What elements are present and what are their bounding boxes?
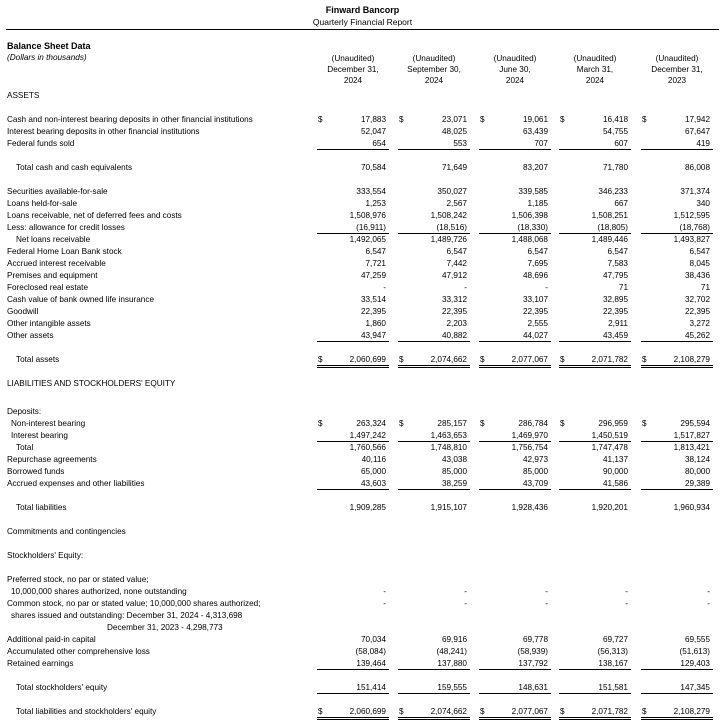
cell-value: 16,418: [602, 115, 628, 124]
cell-value: 2,071,782: [559, 706, 631, 720]
table-row: [0, 682, 725, 693]
cell-value: 67,647: [684, 127, 710, 136]
cell-value: 137,880: [398, 658, 470, 670]
cell-value: 42,973: [522, 455, 548, 464]
cell-value: 3,272: [689, 319, 710, 328]
cell-value: 22,395: [441, 307, 467, 316]
cell-value: 2,074,662: [398, 354, 470, 368]
row-label: Cash and non-interest bearing deposits in other financial institutions: [7, 115, 253, 124]
row-label: Loans receivable, net of deferred fees and costs: [7, 211, 182, 220]
cell-value: 2,108,279: [641, 354, 713, 368]
cell-value: 1,960,934: [673, 503, 710, 512]
cell-value: 23,071: [441, 115, 467, 124]
currency-symbol: $: [642, 707, 647, 716]
table-row: [0, 586, 725, 597]
cell-value: 1,450,519: [559, 430, 631, 442]
table-row: [0, 658, 725, 669]
currency-symbol: $: [480, 419, 485, 428]
cell-value: 350,027: [437, 187, 467, 196]
cell-value: 43,603: [317, 478, 389, 490]
table-row: [0, 258, 725, 269]
column-year: 2024: [343, 76, 363, 85]
cell-value: -: [464, 283, 467, 292]
cell-value: 147,345: [641, 682, 713, 694]
column-date: December 31,: [327, 65, 379, 74]
cell-value: 41,137: [602, 455, 628, 464]
column-year: 2024: [585, 76, 605, 85]
units-note: (Dollars in thousands): [7, 53, 87, 62]
cell-value: 32,702: [684, 295, 710, 304]
row-label: Interest bearing: [11, 431, 68, 440]
currency-symbol: $: [399, 419, 404, 428]
table-row: [0, 354, 725, 365]
cell-value: 1,512,595: [673, 211, 710, 220]
cell-value: 69,916: [441, 635, 467, 644]
cell-value: 1,748,810: [430, 443, 467, 452]
row-label: Accumulated other comprehensive loss: [7, 647, 150, 656]
cell-value: 6,547: [365, 247, 386, 256]
column-status: (Unaudited): [331, 54, 375, 63]
cell-value: 71,649: [441, 163, 467, 172]
table-row: [0, 574, 725, 585]
cell-value: (18,516): [398, 222, 470, 234]
table-row: [0, 198, 725, 209]
cell-value: 7,721: [365, 259, 386, 268]
cell-value: 83,207: [522, 163, 548, 172]
currency-symbol: $: [318, 707, 323, 716]
cell-value: 90,000: [602, 467, 628, 476]
cell-value: -: [383, 587, 386, 596]
cell-value: -: [625, 599, 628, 608]
column-status: (Unaudited): [412, 54, 456, 63]
row-label: Commitments and contingencies: [7, 527, 126, 536]
cell-value: 8,045: [689, 259, 710, 268]
cell-value: 2,077,067: [479, 354, 551, 368]
currency-symbol: $: [642, 115, 647, 124]
cell-value: 1,517,827: [641, 430, 713, 442]
cell-value: 41,586: [559, 478, 631, 490]
cell-value: 1,492,065: [349, 235, 386, 244]
table-row: [0, 234, 725, 245]
cell-value: 22,395: [684, 307, 710, 316]
cell-value: 44,027: [479, 330, 551, 342]
column-status: (Unaudited): [493, 54, 537, 63]
cell-value: 71,780: [602, 163, 628, 172]
currency-symbol: $: [399, 707, 404, 716]
cell-value: (56,313): [597, 647, 628, 656]
cell-value: 285,157: [437, 419, 467, 428]
cell-value: 1,860: [365, 319, 386, 328]
cell-value: 33,107: [522, 295, 548, 304]
row-label: Securities available-for-sale: [7, 187, 108, 196]
currency-symbol: $: [480, 707, 485, 716]
company-name: Finward Bancorp: [325, 5, 400, 15]
cell-value: -: [545, 599, 548, 608]
cell-value: 80,000: [684, 467, 710, 476]
cell-value: 43,947: [317, 330, 389, 342]
cell-value: (16,911): [317, 222, 389, 234]
row-label: Interest bearing deposits in other financial institutions: [7, 127, 200, 136]
cell-value: 71: [618, 283, 628, 292]
table-row: [0, 138, 725, 149]
table-row: [0, 270, 725, 281]
currency-symbol: $: [399, 115, 404, 124]
cell-value: 148,631: [479, 682, 551, 694]
row-label: Total assets: [16, 355, 60, 364]
cell-value: 296,959: [598, 419, 628, 428]
cell-value: 43,709: [479, 478, 551, 490]
cell-value: 65,000: [360, 467, 386, 476]
column-header-3: [479, 53, 551, 86]
table-row: [0, 318, 725, 329]
table-row: [0, 610, 725, 621]
row-label: Total cash and cash equivalents: [16, 163, 133, 172]
table-row: [0, 210, 725, 221]
cell-value: -: [464, 599, 467, 608]
cell-value: 1,909,285: [349, 503, 386, 512]
cell-value: 553: [398, 138, 470, 150]
cell-value: 7,442: [446, 259, 467, 268]
cell-value: 1,756,754: [511, 443, 548, 452]
column-year: 2023: [667, 76, 687, 85]
cell-value: 17,942: [684, 115, 710, 124]
row-label: December 31, 2023 - 4,298,773: [107, 623, 223, 632]
table-row: [0, 186, 725, 197]
table-row: [0, 442, 725, 453]
cell-value: 607: [559, 138, 631, 150]
table-row: [0, 454, 725, 465]
column-date: March 31,: [576, 65, 614, 74]
row-label: Repurchase agreements: [7, 455, 97, 464]
table-row: [0, 90, 725, 101]
row-label: Less: allowance for credit losses: [7, 223, 125, 232]
cell-value: 1,488,068: [511, 235, 548, 244]
cell-value: 139,464: [317, 658, 389, 670]
cell-value: 70,584: [360, 163, 386, 172]
cell-value: 151,581: [559, 682, 631, 694]
table-row: [0, 222, 725, 233]
cell-value: 17,883: [360, 115, 386, 124]
cell-value: 47,795: [602, 271, 628, 280]
table-row: [0, 430, 725, 441]
column-header-1: [317, 53, 389, 86]
column-date: September 30,: [407, 65, 461, 74]
currency-symbol: $: [560, 707, 565, 716]
cell-value: 2,555: [527, 319, 548, 328]
cell-value: 69,555: [684, 635, 710, 644]
row-label: Total liabilities: [16, 503, 67, 512]
table-row: [0, 306, 725, 317]
cell-value: 6,547: [607, 247, 628, 256]
table-row: [0, 330, 725, 341]
cell-value: 1,493,827: [673, 235, 710, 244]
row-label: Federal Home Loan Bank stock: [7, 247, 122, 256]
cell-value: -: [625, 587, 628, 596]
currency-symbol: $: [318, 355, 323, 364]
cell-value: 654: [317, 138, 389, 150]
cell-value: 2,060,699: [317, 354, 389, 368]
row-label: shares issued and outstanding: December 31, 2024 - 4,313,698: [11, 611, 243, 620]
cell-value: 286,784: [518, 419, 548, 428]
row-label: Borrowed funds: [7, 467, 65, 476]
row-label: Stockholders' Equity:: [7, 551, 84, 560]
cell-value: 263,324: [356, 419, 386, 428]
cell-value: 2,567: [446, 199, 467, 208]
cell-value: -: [545, 587, 548, 596]
cell-value: 69,778: [522, 635, 548, 644]
cell-value: 1,463,653: [398, 430, 470, 442]
cell-value: 6,547: [446, 247, 467, 256]
cell-value: 48,025: [441, 127, 467, 136]
cell-value: 2,203: [446, 319, 467, 328]
column-year: 2024: [505, 76, 525, 85]
table-row: [0, 622, 725, 633]
cell-value: 1,489,726: [430, 235, 467, 244]
cell-value: (48,241): [436, 647, 467, 656]
cell-value: 667: [614, 199, 628, 208]
table-row: [0, 502, 725, 513]
cell-value: (18,330): [479, 222, 551, 234]
cell-value: 371,374: [680, 187, 710, 196]
cell-value: 22,395: [602, 307, 628, 316]
row-label: Total stockholders' equity: [16, 683, 108, 692]
cell-value: -: [545, 283, 548, 292]
cell-value: 86,008: [684, 163, 710, 172]
cell-value: 295,594: [680, 419, 710, 428]
header-divider: [6, 29, 719, 30]
cell-value: 70,034: [360, 635, 386, 644]
cell-value: 2,071,782: [559, 354, 631, 368]
cell-value: 419: [641, 138, 713, 150]
currency-symbol: $: [560, 355, 565, 364]
cell-value: (58,939): [517, 647, 548, 656]
currency-symbol: $: [642, 419, 647, 428]
table-row: [0, 598, 725, 609]
table-row: [0, 406, 725, 417]
row-label: Other assets: [7, 331, 54, 340]
cell-value: 6,547: [689, 247, 710, 256]
cell-value: (18,768): [641, 222, 713, 234]
cell-value: 29,389: [641, 478, 713, 490]
cell-value: 1,506,398: [511, 211, 548, 220]
column-status: (Unaudited): [655, 54, 699, 63]
cell-value: 63,439: [522, 127, 548, 136]
row-label: Cash value of bank owned life insurance: [7, 295, 155, 304]
cell-value: 71: [700, 283, 710, 292]
report-title: Quarterly Financial Report: [312, 17, 413, 27]
row-label: Deposits:: [7, 407, 42, 416]
cell-value: 1,508,976: [349, 211, 386, 220]
cell-value: (58,084): [355, 647, 386, 656]
row-label: Common stock, no par or stated value; 10,000,000 shares authorized;: [7, 599, 261, 608]
column-date: December 31,: [651, 65, 703, 74]
row-label: Non-interest bearing: [11, 419, 86, 428]
column-date: June 30,: [499, 65, 531, 74]
table-row: [0, 378, 725, 389]
cell-value: 40,882: [398, 330, 470, 342]
cell-value: 138,167: [559, 658, 631, 670]
currency-symbol: $: [480, 355, 485, 364]
row-label: Retained earnings: [7, 659, 74, 668]
cell-value: (51,613): [679, 647, 710, 656]
cell-value: 1,915,107: [430, 503, 467, 512]
column-header-5: [641, 53, 713, 86]
row-label: Accrued expenses and other liabilities: [7, 479, 145, 488]
cell-value: 333,554: [356, 187, 386, 196]
cell-value: 33,514: [360, 295, 386, 304]
cell-value: 1,489,446: [591, 235, 628, 244]
column-status: (Unaudited): [573, 54, 617, 63]
cell-value: 7,583: [607, 259, 628, 268]
cell-value: 339,585: [518, 187, 548, 196]
cell-value: 32,895: [602, 295, 628, 304]
table-row: [0, 114, 725, 125]
row-label: Total: [16, 443, 34, 452]
cell-value: 48,696: [522, 271, 548, 280]
currency-symbol: $: [642, 355, 647, 364]
section-title: Balance Sheet Data: [7, 41, 91, 51]
cell-value: 1,508,242: [430, 211, 467, 220]
cell-value: 707: [479, 138, 551, 150]
table-row: [0, 246, 725, 257]
row-label: Federal funds sold: [7, 139, 75, 148]
column-header-4: [559, 53, 631, 86]
cell-value: 22,395: [360, 307, 386, 316]
cell-value: -: [464, 587, 467, 596]
column-header-2: [398, 53, 470, 86]
cell-value: 33,312: [441, 295, 467, 304]
table-row: [0, 526, 725, 537]
cell-value: 1,813,421: [673, 443, 710, 452]
cell-value: 1,747,478: [591, 443, 628, 452]
row-label: Other intangible assets: [7, 319, 91, 328]
table-row: [0, 282, 725, 293]
cell-value: 6,547: [527, 247, 548, 256]
cell-value: 52,047: [360, 127, 386, 136]
cell-value: 2,911: [608, 319, 628, 328]
cell-value: 2,108,279: [641, 706, 713, 720]
cell-value: 43,038: [441, 455, 467, 464]
cell-value: 22,395: [522, 307, 548, 316]
cell-value: 1,497,242: [317, 430, 389, 442]
row-label: Foreclosed real estate: [7, 283, 89, 292]
cell-value: 38,436: [684, 271, 710, 280]
row-label: 10,000,000 shares authorized, none outstanding: [11, 587, 187, 596]
row-label: Total liabilities and stockholders' equity: [16, 707, 157, 716]
currency-symbol: $: [560, 419, 565, 428]
row-label: Goodwill: [7, 307, 39, 316]
cell-value: 159,555: [398, 682, 470, 694]
cell-value: 1,508,251: [591, 211, 628, 220]
currency-symbol: $: [318, 115, 323, 124]
cell-value: 1,253: [365, 199, 386, 208]
cell-value: 45,262: [641, 330, 713, 342]
cell-value: 85,000: [441, 467, 467, 476]
cell-value: 7,695: [527, 259, 548, 268]
table-row: [0, 646, 725, 657]
row-label: Additional paid-in capital: [7, 635, 96, 644]
table-row: [0, 706, 725, 717]
cell-value: 38,124: [684, 455, 710, 464]
cell-value: 2,077,067: [479, 706, 551, 720]
cell-value: 47,259: [360, 271, 386, 280]
table-row: [0, 466, 725, 477]
cell-value: -: [707, 587, 710, 596]
cell-value: 340: [696, 199, 710, 208]
currency-symbol: $: [318, 419, 323, 428]
cell-value: 19,061: [522, 115, 548, 124]
table-row: [0, 550, 725, 561]
table-row: [0, 126, 725, 137]
row-label: ASSETS: [7, 91, 40, 100]
cell-value: 1,920,201: [591, 503, 628, 512]
currency-symbol: $: [560, 115, 565, 124]
cell-value: 43,459: [559, 330, 631, 342]
cell-value: 54,755: [602, 127, 628, 136]
cell-value: -: [383, 599, 386, 608]
row-label: Loans held-for-sale: [7, 199, 78, 208]
row-label: Premises and equipment: [7, 271, 98, 280]
cell-value: 85,000: [522, 467, 548, 476]
cell-value: -: [707, 599, 710, 608]
table-row: [0, 294, 725, 305]
cell-value: 1,760,566: [349, 443, 386, 452]
cell-value: 40,116: [361, 455, 386, 464]
row-label: Net loans receivable: [16, 235, 91, 244]
cell-value: 69,727: [602, 635, 628, 644]
column-year: 2024: [424, 76, 444, 85]
table-row: [0, 162, 725, 173]
cell-value: 151,414: [317, 682, 389, 694]
cell-value: 2,074,662: [398, 706, 470, 720]
cell-value: 1,469,970: [479, 430, 551, 442]
currency-symbol: $: [399, 355, 404, 364]
table-row: [0, 478, 725, 489]
row-label: Accrued interest receivable: [7, 259, 106, 268]
cell-value: 2,060,699: [317, 706, 389, 720]
table-row: [0, 418, 725, 429]
cell-value: 38,259: [398, 478, 470, 490]
cell-value: 137,792: [479, 658, 551, 670]
row-label: LIABILITIES AND STOCKHOLDERS' EQUITY: [7, 379, 176, 388]
cell-value: 47,912: [441, 271, 467, 280]
cell-value: 1,185: [527, 199, 548, 208]
table-row: [0, 634, 725, 645]
currency-symbol: $: [480, 115, 485, 124]
cell-value: (18,805): [559, 222, 631, 234]
cell-value: 129,403: [641, 658, 713, 670]
cell-value: 346,233: [598, 187, 628, 196]
cell-value: 1,928,436: [511, 503, 548, 512]
cell-value: -: [383, 283, 386, 292]
row-label: Preferred stock, no par or stated value;: [7, 575, 149, 584]
